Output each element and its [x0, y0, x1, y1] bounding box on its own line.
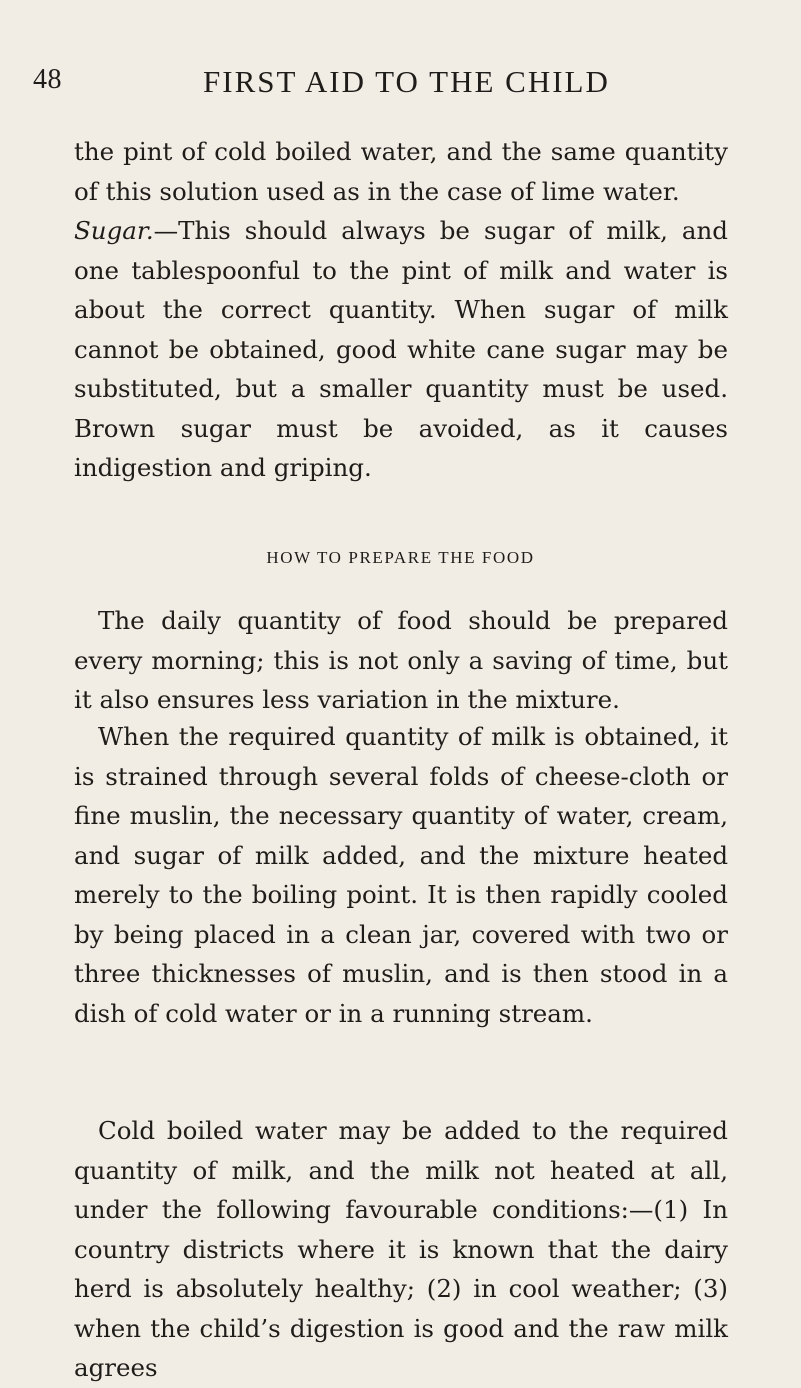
running-title: FIRST AID TO THE CHILD: [203, 64, 610, 99]
paragraph-daily-preparation: The daily quantity of food should be prepared every morning; this is not only a saving of time, but it also ensures less variation in the mixture.: [74, 606, 728, 714]
paragraph-straining-and-cooling: When the required quantity of milk is obtained, it is strained through several folds of cheese-cloth or fine muslin, the necessary quantity of water, cream, and sugar of milk added, and the mixture heated merely to the boiling point. It is then rapidly cooled by being placed in a clean jar, covered with two or three thicknesses of muslin, and is then stood in a dish of cold water or in a running stream.: [74, 722, 728, 1028]
section-heading: HOW TO PREPARE THE FOOD: [266, 548, 535, 567]
paragraph-sugar: [74, 211, 728, 488]
page-number: 48: [33, 64, 62, 95]
sugar-paragraph-text: —This should always be sugar of milk, and one tablespoonful to the pint of milk and water is about the correct quantity. When sugar of milk cannot be obtained, good white cane sugar may be substituted, but a smaller quantity must be used. Brown sugar must be avoided, as it causes indigestion and griping.: [74, 216, 728, 482]
paragraph-cold-boiled-water: Cold boiled water may be added to the required quantity of milk, and the milk not heated at all, under the following favourable conditions:—(1) In country districts where it is known that the dairy herd is absolutely healthy; (2) in cool weather; (3) when the child’s digestion is good and the raw milk agrees: [74, 1116, 728, 1382]
page-header: [33, 64, 773, 104]
sugar-lead-in: Sugar.: [74, 216, 154, 245]
paragraph-lime-water-solution: the pint of cold boiled water, and the same quantity of this solution used as in the case of lime water.: [74, 137, 728, 206]
